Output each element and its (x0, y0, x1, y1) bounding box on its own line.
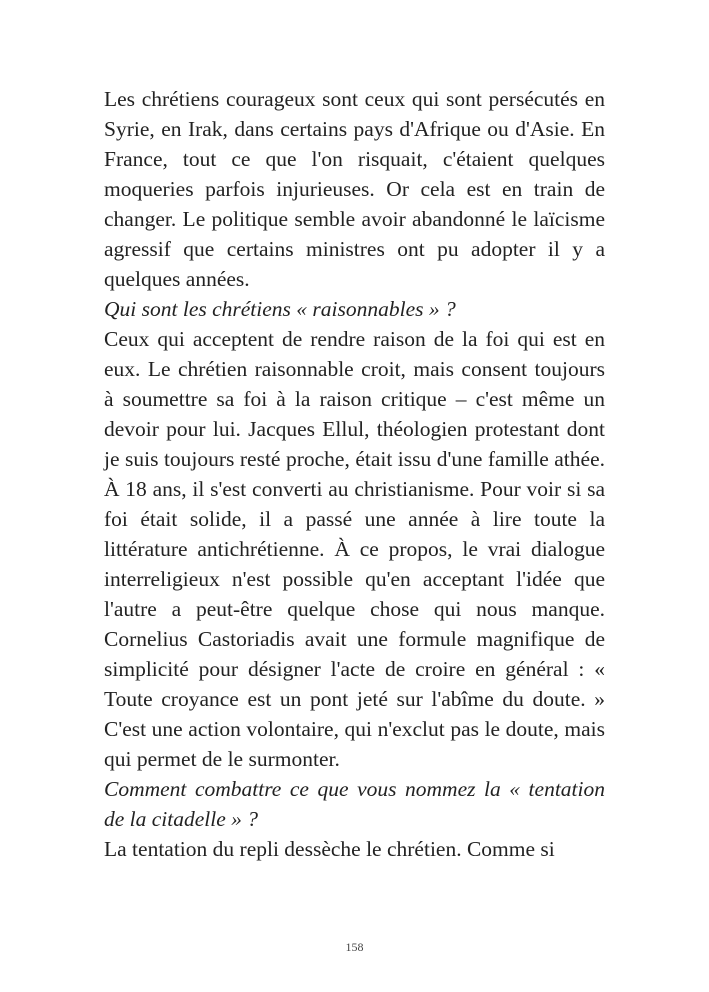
paragraph-answer-1: Les chrétiens courageux sont ceux qui sont persécutés en Syrie, en Irak, dans certains pays d'Afrique ou d'Asie. En France, tout ce que l'on risquait, c'étaient quelques moqueries parfois injurieuses. Or cela est en train de changer. Le politique semble avoir abandonné le laïcisme agressif que certains ministres ont pu adopter il y a quelques années. (104, 87, 605, 291)
page-number: 158 (345, 940, 364, 954)
paragraph-answer-2: Ceux qui acceptent de rendre raison de la foi qui est en eux. Le chrétien raisonnable croit, mais consent toujours à soumettre sa foi à la raison critique – c'est même un devoir pour lui. Jacques Ellul, théologien protestant dont je suis toujours resté proche, était issu d'une famille athée. À 18 ans, il s'est converti au christianisme. Pour voir si sa foi était solide, il a passé une année à lire toute la littérature antichrétienne. À ce propos, le vrai dialogue interreligieux n'est possible qu'en acceptant l'idée que l'autre a peut-être quelque chose qui nous manque. Cornelius Castoriadis avait une formule magnifique de simplicité pour désigner l'acte de croire en général : « Toute croyance est un pont jeté sur l'abîme du doute. » C'est une action volontaire, qui n'exclut pas le doute, mais qui permet de le surmonter. (104, 327, 605, 771)
paragraph-answer-3: La tentation du repli dessèche le chrétien. Comme si (104, 837, 555, 861)
question-heading-raisonnables: Qui sont les chrétiens « raisonnables » ? (104, 297, 456, 321)
question-heading-citadelle: Comment combattre ce que vous nommez la « tentation de la citadelle » ? (104, 777, 605, 831)
page-body (104, 84, 605, 864)
